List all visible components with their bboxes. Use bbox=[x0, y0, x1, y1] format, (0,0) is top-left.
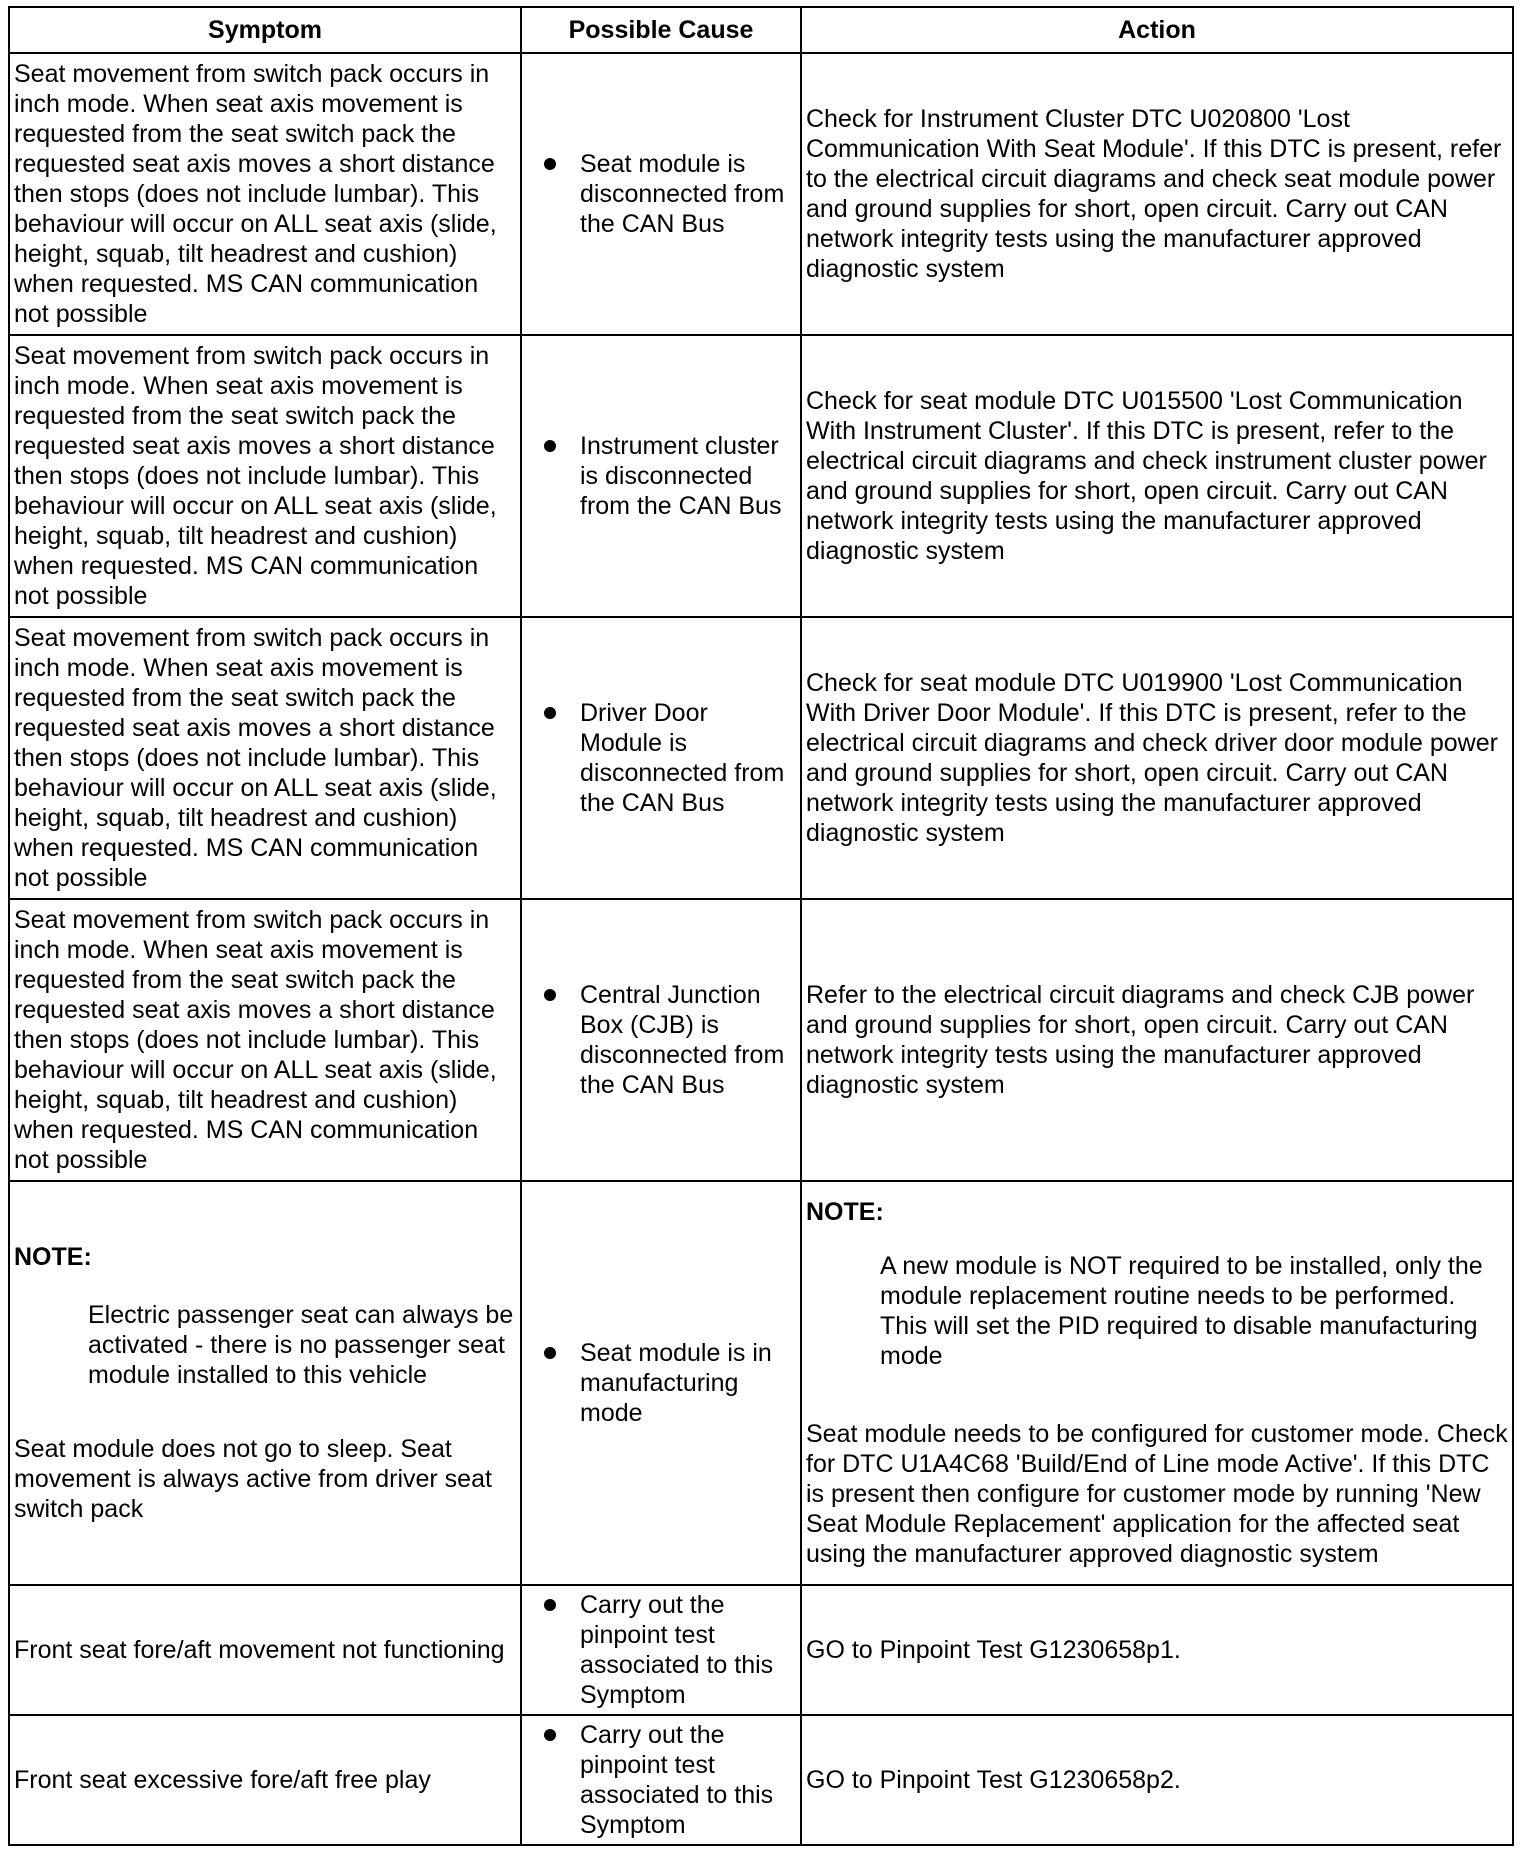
cause-cell bbox=[521, 1585, 801, 1715]
bullet-icon bbox=[544, 158, 556, 170]
action-cell: GO to Pinpoint Test G1230658p2. bbox=[801, 1715, 1513, 1845]
symptom-cell: Seat movement from switch pack occurs in inch mode. When seat axis movement is requested from the seat switch pack the requested seat axis moves a short distance then stops (does not include lumbar). This behaviour will occur on ALL seat axis (slide, height, squab, tilt headrest and cushion) when requested. MS CAN communication not possible bbox=[9, 617, 521, 899]
symptom-cell: Seat movement from switch pack occurs in inch mode. When seat axis movement is requested from the seat switch pack the requested seat axis moves a short distance then stops (does not include lumbar). This behaviour will occur on ALL seat axis (slide, height, squab, tilt headrest and cushion) when requested. MS CAN communication not possible bbox=[9, 899, 521, 1181]
table-row bbox=[9, 335, 1513, 617]
table-row bbox=[9, 899, 1513, 1181]
cause-cell bbox=[521, 1181, 801, 1585]
symptom-cell: Front seat excessive fore/aft free play bbox=[9, 1715, 521, 1845]
action-cell: Refer to the electrical circuit diagrams and check CJB power and ground supplies for short, open circuit. Carry out CAN network integrity tests using the manufacturer approved diagnostic system bbox=[801, 899, 1513, 1181]
note-body: A new module is NOT required to be installed, only the module replacement routine needs to be performed. This will set the PID required to disable manufacturing mode bbox=[880, 1252, 1483, 1370]
note-body: Electric passenger seat can always be activated - there is no passenger seat module installed to this vehicle bbox=[88, 1301, 514, 1389]
header-symptom: Symptom bbox=[9, 7, 521, 53]
cause-cell bbox=[521, 53, 801, 335]
bullet-icon bbox=[544, 1729, 556, 1741]
table-row bbox=[9, 1715, 1513, 1845]
symptom-cell: Seat movement from switch pack occurs in inch mode. When seat axis movement is requested from the seat switch pack the requested seat axis moves a short distance then stops (does not include lumbar). This behaviour will occur on ALL seat axis (slide, height, squab, tilt headrest and cushion) when requested. MS CAN communication not possible bbox=[9, 53, 521, 335]
note-title: NOTE: bbox=[806, 1198, 884, 1226]
header-action: Action bbox=[801, 7, 1513, 53]
table-row bbox=[9, 617, 1513, 899]
cause-cell bbox=[521, 335, 801, 617]
cause-text: Seat module is disconnected from the CAN Bus bbox=[580, 150, 785, 238]
bullet-icon bbox=[544, 1599, 556, 1611]
action-text: Seat module needs to be configured for customer mode. Check for DTC U1A4C68 'Build/End of Line mode Active'. If this DTC is present then configure for customer mode by running 'New Seat Module Replacement' application for the affected seat using the manufacturer approved diagnostic system bbox=[806, 1420, 1508, 1568]
table-row bbox=[9, 1585, 1513, 1715]
table-header-row bbox=[9, 7, 1513, 53]
action-cell: Check for Instrument Cluster DTC U020800 'Lost Communication With Seat Module'. If this DTC is present, refer to the electrical circuit diagrams and check seat module power and ground supplies for short, open circuit. Carry out CAN network integrity tests using the manufacturer approved diagnostic system bbox=[801, 53, 1513, 335]
cause-text: Carry out the pinpoint test associated to this Symptom bbox=[580, 1721, 774, 1839]
symptom-cell: Front seat fore/aft movement not functioning bbox=[9, 1585, 521, 1715]
diagnostic-table-page bbox=[8, 6, 1512, 1846]
bullet-icon bbox=[544, 707, 556, 719]
cause-cell bbox=[521, 899, 801, 1181]
cause-text: Driver Door Module is disconnected from the CAN Bus bbox=[580, 699, 785, 817]
note-title: NOTE: bbox=[14, 1243, 92, 1271]
symptom-text: Seat module does not go to sleep. Seat movement is always active from driver seat switch pack bbox=[14, 1435, 492, 1523]
cause-cell bbox=[521, 617, 801, 899]
cause-text: Carry out the pinpoint test associated to this Symptom bbox=[580, 1591, 774, 1709]
cause-text: Central Junction Box (CJB) is disconnected from the CAN Bus bbox=[580, 981, 785, 1099]
action-cell: Check for seat module DTC U019900 'Lost Communication With Driver Door Module'. If this DTC is present, refer to the electrical circuit diagrams and check driver door module power and ground supplies for short, open circuit. Carry out CAN network integrity tests using the manufacturer approved diagnostic system bbox=[801, 617, 1513, 899]
bullet-icon bbox=[544, 440, 556, 452]
symptom-chart-table bbox=[8, 6, 1514, 1846]
cause-text: Seat module is in manufacturing mode bbox=[580, 1339, 772, 1427]
table-row bbox=[9, 53, 1513, 335]
cause-cell bbox=[521, 1715, 801, 1845]
header-possible-cause: Possible Cause bbox=[521, 7, 801, 53]
symptom-cell bbox=[9, 1181, 521, 1585]
symptom-cell: Seat movement from switch pack occurs in inch mode. When seat axis movement is requested from the seat switch pack the requested seat axis moves a short distance then stops (does not include lumbar). This behaviour will occur on ALL seat axis (slide, height, squab, tilt headrest and cushion) when requested. MS CAN communication not possible bbox=[9, 335, 521, 617]
table-row bbox=[9, 1181, 1513, 1585]
action-cell: Check for seat module DTC U015500 'Lost Communication With Instrument Cluster'. If this DTC is present, refer to the electrical circuit diagrams and check instrument cluster power and ground supplies for short, open circuit. Carry out CAN network integrity tests using the manufacturer approved diagnostic system bbox=[801, 335, 1513, 617]
action-cell bbox=[801, 1181, 1513, 1585]
cause-text: Instrument cluster is disconnected from the CAN Bus bbox=[580, 432, 782, 520]
bullet-icon bbox=[544, 1347, 556, 1359]
action-cell: GO to Pinpoint Test G1230658p1. bbox=[801, 1585, 1513, 1715]
bullet-icon bbox=[544, 989, 556, 1001]
